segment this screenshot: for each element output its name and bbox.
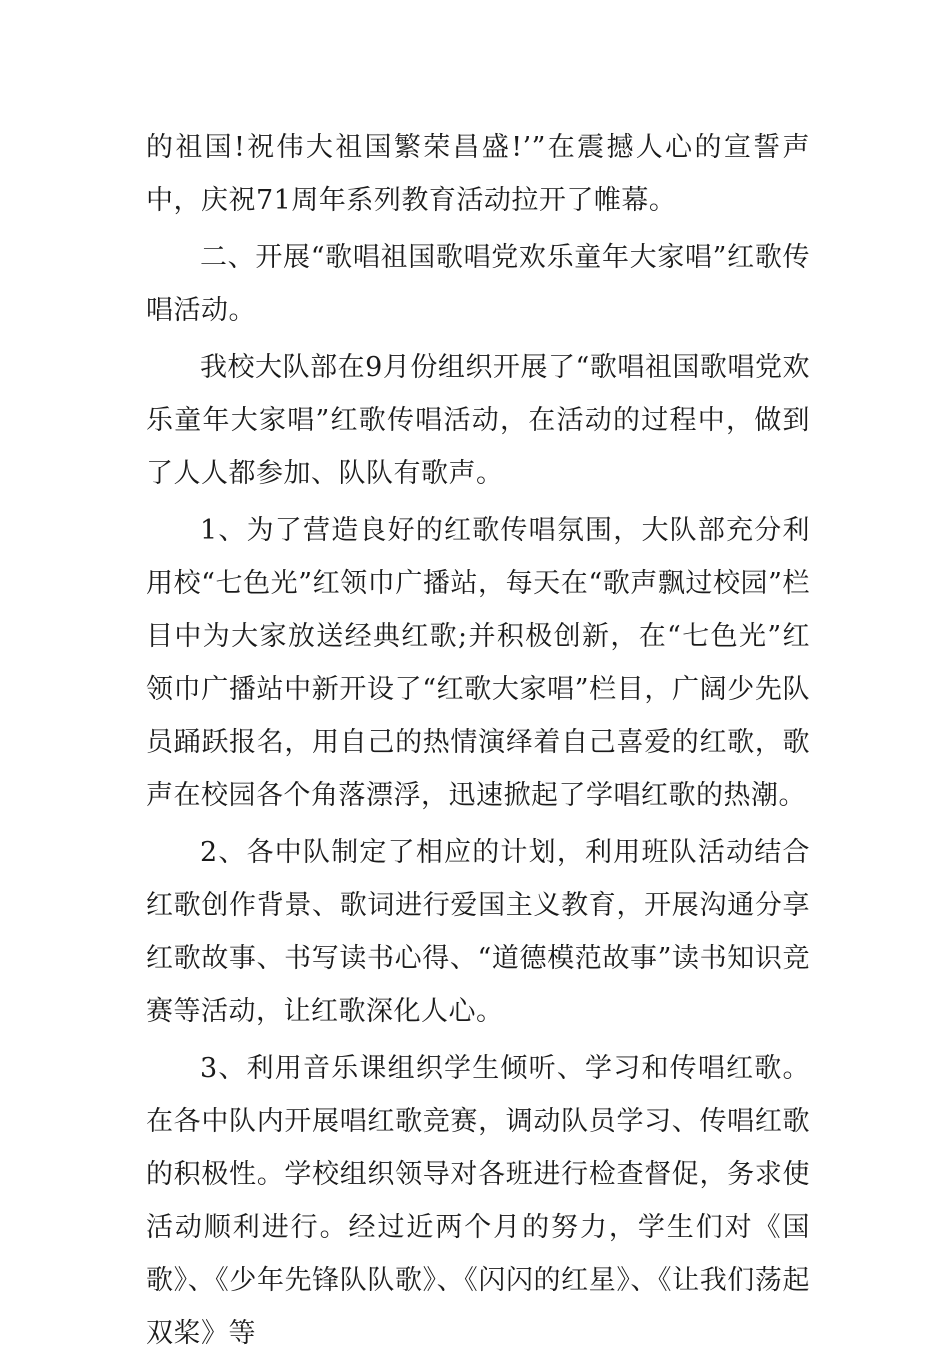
paragraph-2-heading: 二、开展“歌唱祖国歌唱党欢乐童年大家唱”红歌传唱活动。 xyxy=(146,242,810,326)
document-body xyxy=(146,121,810,1360)
paragraph-1: 的祖国!祝伟大祖国繁荣昌盛!’”在震撼人心的宣誓声中，庆祝71周年系列教育活动拉开了帷幕。 xyxy=(146,132,810,216)
paragraph-3: 我校大队部在9月份组织开展了“歌唱祖国歌唱党欢乐童年大家唱”红歌传唱活动，在活动的过程中，做到了人人都参加、队队有歌声。 xyxy=(146,352,810,489)
paragraph-5: 2、各中队制定了相应的计划，利用班队活动结合红歌创作背景、歌词进行爱国主义教育，开展沟通分享红歌故事、书写读书心得、“道德模范故事”读书知识竞赛等活动，让红歌深化人心。 xyxy=(146,837,810,1027)
paragraph-4: 1、为了营造良好的红歌传唱氛围，大队部充分利用校“七色光”红领巾广播站，每天在“歌声飘过校园”栏目中为大家放送经典红歌;并积极创新，在“七色光”红领巾广播站中新开设了“红歌大家唱”栏目，广阔少先队员踊跃报名，用自己的热情演绎着自己喜爱的红歌，歌声在校园各个角落漂浮，迅速掀起了学唱红歌的热潮。 xyxy=(146,515,810,811)
paragraph-6: 3、利用音乐课组织学生倾听、学习和传唱红歌。在各中队内开展唱红歌竞赛，调动队员学习、传唱红歌的积极性。学校组织领导对各班进行检查督促，务求使活动顺利进行。经过近两个月的努力，学生们对《国歌》、《少年先锋队队歌》、《闪闪的红星》、《让我们荡起双桨》等 xyxy=(146,1053,810,1349)
